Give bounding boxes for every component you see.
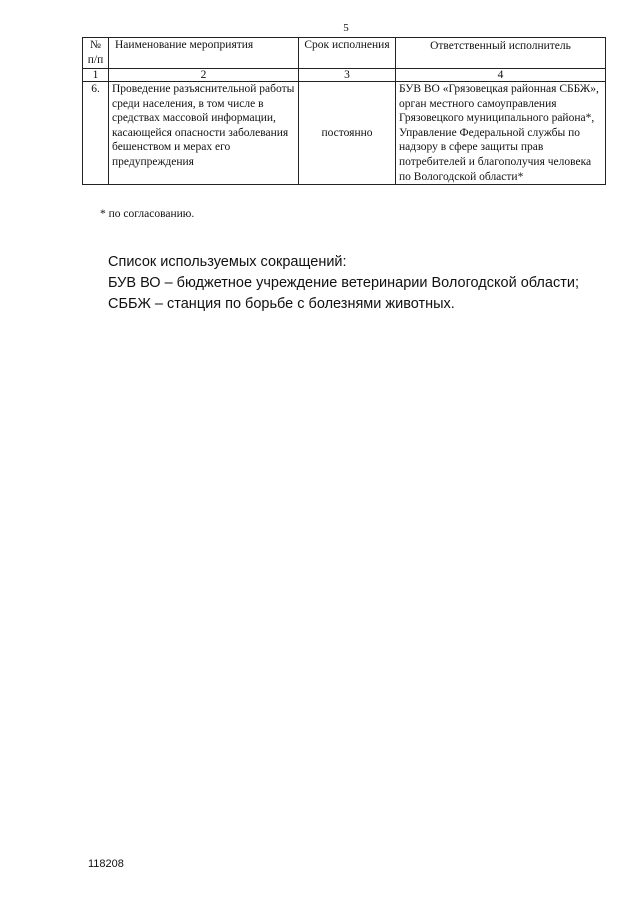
abbreviation-item: БУВ ВО – бюджетное учреждение ветеринарии Вологодской области; (108, 275, 579, 291)
page-number: 5 (343, 22, 349, 34)
measure-name: Проведение разъяснительной работы среди населения, в том числе в средствах массовой информации, касающейся опасности заболевания бешенством и мерах его предупреждения (109, 82, 299, 185)
header-responsible: Ответственный исполнитель (396, 38, 606, 69)
measure-deadline: постоянно (299, 82, 396, 185)
measures-table (82, 37, 606, 185)
header-name: Наименование мероприятия (109, 38, 299, 69)
column-number: 1 (83, 69, 109, 82)
table-header-row (83, 38, 606, 69)
column-number: 4 (396, 69, 606, 82)
responsible-primary: БУВ ВО «Грязовецкая районная СББЖ», орган местного самоуправления Грязовецкого муниципального района*, (399, 83, 599, 125)
footnote: * по согласованию. (100, 208, 195, 220)
responsible-secondary: Управление Федеральной службы по надзору в сфере защиты прав потребителей и благополучия человека по Вологодской области* (399, 126, 592, 183)
column-numbers-row (83, 69, 606, 82)
row-number: 6. (83, 82, 109, 185)
header-num: № п/п (83, 38, 109, 69)
responsible-cell (396, 82, 606, 185)
abbreviation-item: СББЖ – станция по борьбе с болезнями животных. (108, 296, 455, 312)
column-number: 3 (299, 69, 396, 82)
header-deadline: Срок исполнения (299, 38, 396, 69)
abbreviations-title: Список используемых сокращений: (108, 254, 347, 270)
table-row (83, 82, 606, 185)
abbreviations-list (108, 252, 579, 315)
column-number: 2 (109, 69, 299, 82)
document-code: 118208 (88, 858, 124, 870)
